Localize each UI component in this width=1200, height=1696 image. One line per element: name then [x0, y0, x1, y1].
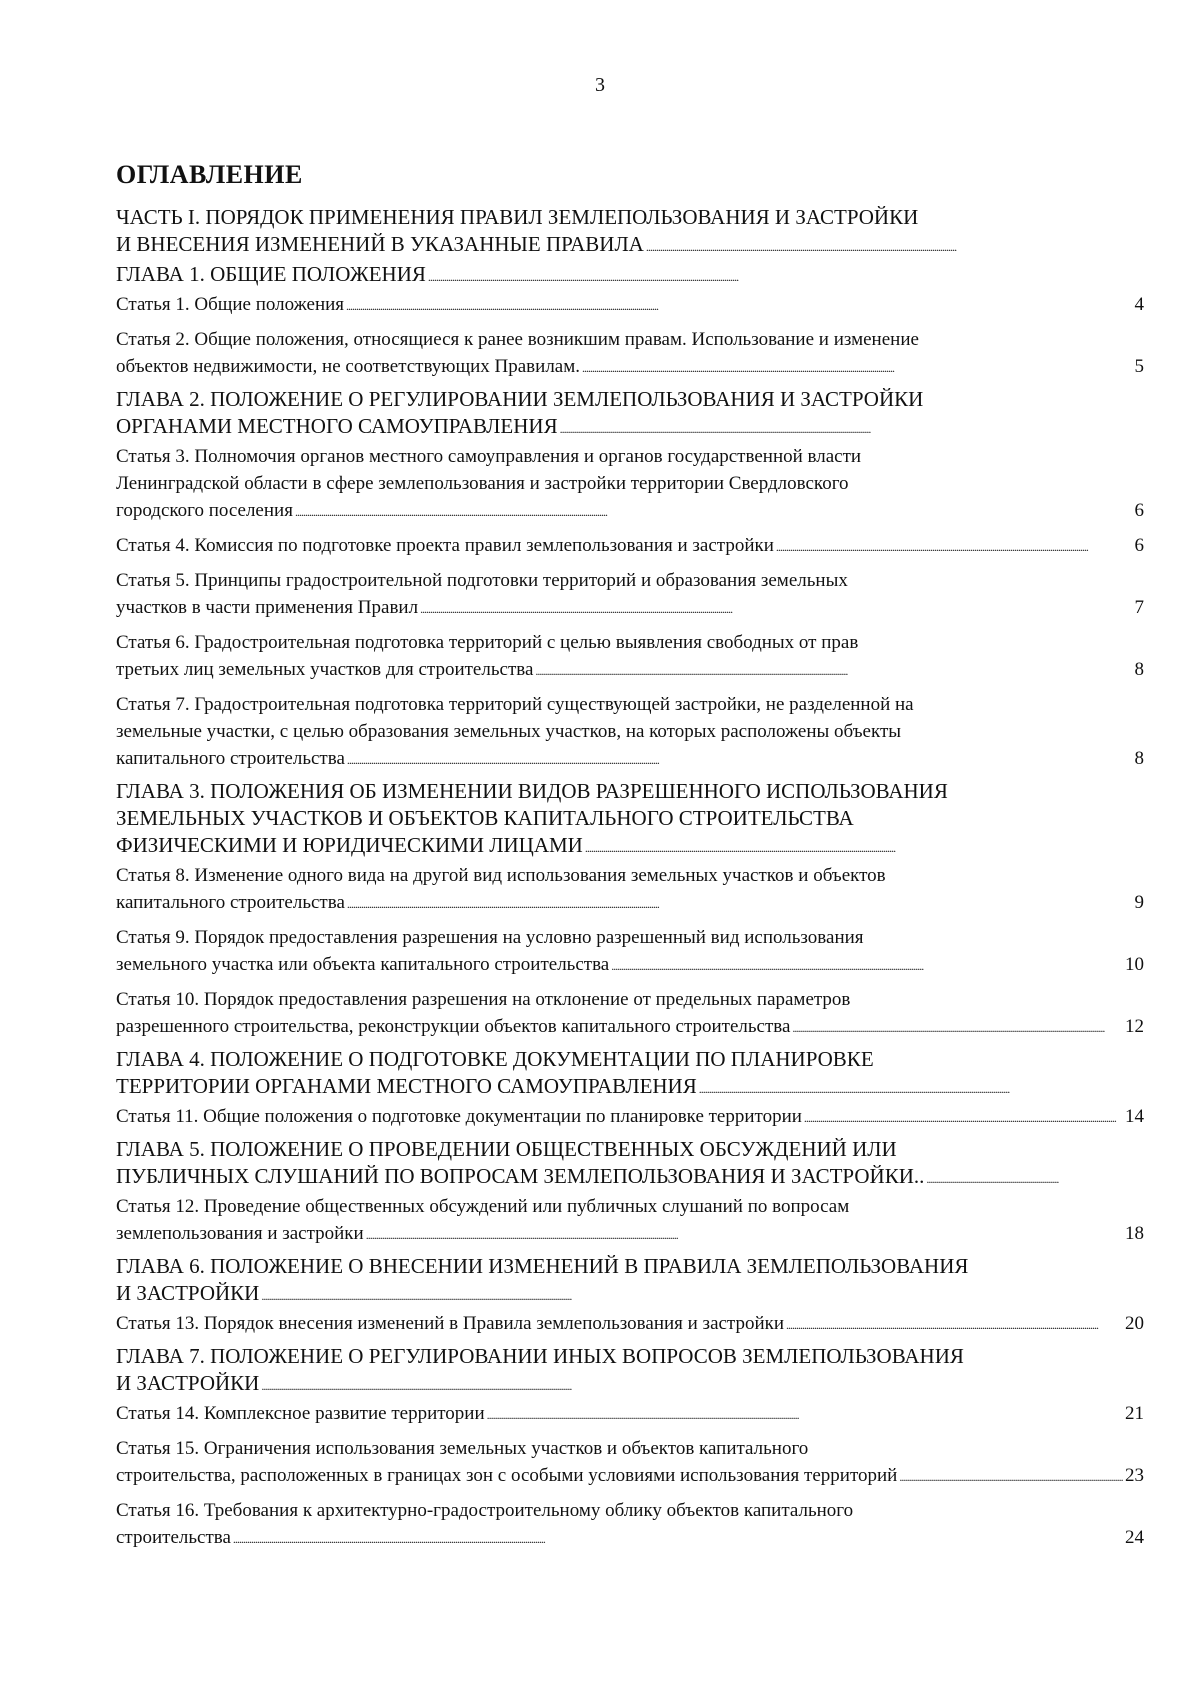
dot-leader [560, 413, 871, 443]
toc-entry-text: И ЗАСТРОЙКИ [116, 1371, 260, 1395]
toc-entry-line [116, 629, 1144, 656]
dot-leader [646, 231, 957, 261]
toc-entry-line [116, 1046, 1144, 1073]
toc-entry-text: землепользования и застройки [116, 1223, 364, 1244]
toc-entry-text: земельного участка или объекта капитального строительства [116, 954, 610, 975]
toc-entry-text: ГЛАВА 3. ПОЛОЖЕНИЯ ОБ ИЗМЕНЕНИИ ВИДОВ РАЗРЕШЕННОГО ИСПОЛЬЗОВАНИЯ [116, 779, 948, 803]
toc-article-entry[interactable] [116, 862, 1144, 918]
toc-entry-line [116, 443, 1144, 470]
toc-entry-text: третьих лиц земельных участков для строительства [116, 659, 534, 680]
toc-entry-text: городского поселения [116, 500, 293, 521]
dot-leader [261, 1370, 572, 1400]
toc-entry-line [116, 1370, 1061, 1400]
toc-entry-line [116, 924, 1144, 951]
toc-entry-text: капитального строительства [116, 748, 345, 769]
dot-leader [261, 1280, 572, 1310]
toc-page-number: 7 [1134, 597, 1144, 618]
toc-section-entry[interactable] [116, 778, 1144, 862]
toc-entry-text: Статья 1. Общие положения [116, 294, 345, 315]
toc-entry-text: И ЗАСТРОЙКИ [116, 1281, 260, 1305]
toc-entry-text: капитального строительства [116, 892, 345, 913]
toc-section-entry[interactable] [116, 204, 1144, 261]
dot-leader [487, 1400, 1123, 1429]
toc-entry-line [116, 691, 1144, 718]
toc-page-number: 9 [1134, 892, 1144, 913]
toc-entry-line [116, 1310, 1144, 1339]
dot-leader [535, 656, 1132, 685]
toc-entry-text: ГЛАВА 7. ПОЛОЖЕНИЕ О РЕГУЛИРОВАНИИ ИНЫХ ВОПРОСОВ ЗЕМЛЕПОЛЬЗОВАНИЯ [116, 1344, 964, 1368]
toc-page-number: 6 [1134, 535, 1144, 556]
dot-leader [582, 353, 1132, 382]
toc-entry-text: Ленинградской области в сфере землепользования и застройки территории Свердловского [116, 473, 849, 494]
table-of-contents [116, 204, 1144, 1559]
dot-leader [366, 1220, 1123, 1249]
toc-article-entry[interactable] [116, 1400, 1144, 1429]
toc-article-entry[interactable] [116, 1497, 1144, 1553]
toc-entry-line [116, 889, 1144, 918]
toc-entry-line [116, 1193, 1144, 1220]
toc-page-number: 23 [1125, 1465, 1144, 1486]
toc-entry-line [116, 718, 1144, 745]
toc-entry-text: ОРГАНАМИ МЕСТНОГО САМОУПРАВЛЕНИЯ [116, 414, 558, 438]
toc-page-number: 12 [1125, 1016, 1144, 1037]
toc-page-number: 5 [1134, 356, 1144, 377]
toc-entry-text: Статья 2. Общие положения, относящиеся к ранее возникшим правам. Использование и изменение [116, 329, 919, 350]
toc-entry-line [116, 291, 1144, 320]
toc-entry-text: ФИЗИЧЕСКИМИ И ЮРИДИЧЕСКИМИ ЛИЦАМИ [116, 833, 583, 857]
toc-page-number: 6 [1134, 500, 1144, 521]
toc-entry-line [116, 1073, 1061, 1103]
dot-leader [420, 594, 1132, 623]
toc-article-entry[interactable] [116, 291, 1144, 320]
dot-leader [611, 951, 1123, 980]
toc-entry-text: ГЛАВА 5. ПОЛОЖЕНИЕ О ПРОВЕДЕНИИ ОБЩЕСТВЕННЫХ ОБСУЖДЕНИЙ ИЛИ [116, 1137, 897, 1161]
toc-entry-line [116, 1497, 1144, 1524]
toc-article-entry[interactable] [116, 629, 1144, 685]
toc-entry-text: ГЛАВА 2. ПОЛОЖЕНИЕ О РЕГУЛИРОВАНИИ ЗЕМЛЕПОЛЬЗОВАНИЯ И ЗАСТРОЙКИ [116, 387, 924, 411]
dot-leader [776, 532, 1133, 561]
toc-article-entry[interactable] [116, 326, 1144, 382]
dot-leader [585, 832, 896, 862]
toc-entry-line [116, 1253, 1144, 1280]
toc-entry-text: ПУБЛИЧНЫХ СЛУШАНИЙ ПО ВОПРОСАМ ЗЕМЛЕПОЛЬЗОВАНИЯ И ЗАСТРОЙКИ.. [116, 1164, 925, 1188]
toc-page-number: 21 [1125, 1403, 1144, 1424]
toc-entry-text: Статья 10. Порядок предоставления разрешения на отклонение от предельных параметров [116, 989, 851, 1010]
toc-section-entry[interactable] [116, 261, 1144, 291]
toc-article-entry[interactable] [116, 691, 1144, 774]
toc-entry-line [116, 951, 1144, 980]
toc-entry-line [116, 1163, 1061, 1193]
toc-entry-line [116, 470, 1144, 497]
toc-entry-text: ГЛАВА 1. ОБЩИЕ ПОЛОЖЕНИЯ [116, 262, 426, 286]
toc-entry-text: Статья 11. Общие положения о подготовке документации по планировке территории [116, 1106, 802, 1127]
toc-entry-line [116, 778, 1144, 805]
dot-leader [347, 745, 1133, 774]
toc-section-entry[interactable] [116, 1253, 1144, 1310]
toc-entry-line [116, 1343, 1144, 1370]
toc-entry-text: разрешенного строительства, реконструкции объектов капитального строительства [116, 1016, 791, 1037]
toc-entry-line [116, 1136, 1144, 1163]
dot-leader [699, 1073, 1010, 1103]
page-number: 3 [595, 74, 605, 96]
toc-entry-text: строительства, расположенных в границах зон с особыми условиями использования территорий [116, 1465, 898, 1486]
toc-heading: ОГЛАВЛЕНИЕ [116, 160, 303, 189]
toc-article-entry[interactable] [116, 443, 1144, 526]
toc-entry-line [116, 805, 1144, 832]
toc-section-entry[interactable] [116, 1136, 1144, 1193]
toc-entry-line [116, 594, 1144, 623]
toc-entry-line [116, 1435, 1144, 1462]
toc-page-number: 8 [1134, 748, 1144, 769]
toc-entry-line [116, 353, 1144, 382]
toc-entry-text: Статья 14. Комплексное развитие территории [116, 1403, 485, 1424]
toc-article-entry[interactable] [116, 567, 1144, 623]
toc-entry-line [116, 1220, 1144, 1249]
toc-entry-line [116, 386, 1144, 413]
toc-entry-text: Статья 7. Градостроительная подготовка территорий существующей застройки, не разделенной на [116, 694, 914, 715]
toc-entry-text: Статья 12. Проведение общественных обсуждений или публичных слушаний по вопросам [116, 1196, 850, 1217]
toc-entry-line [116, 231, 1061, 261]
toc-article-entry[interactable] [116, 1103, 1144, 1132]
toc-entry-text: ЗЕМЕЛЬНЫХ УЧАСТКОВ И ОБЪЕКТОВ КАПИТАЛЬНОГО СТРОИТЕЛЬСТВА [116, 806, 854, 830]
toc-entry-text: ТЕРРИТОРИИ ОРГАНАМИ МЕСТНОГО САМОУПРАВЛЕНИЯ [116, 1074, 697, 1098]
toc-entry-line [116, 986, 1144, 1013]
toc-entry-line [116, 656, 1144, 685]
dot-leader [786, 1310, 1123, 1339]
toc-article-entry[interactable] [116, 924, 1144, 980]
dot-leader [899, 1462, 1123, 1491]
toc-page-number: 4 [1134, 294, 1144, 315]
toc-entry-line [116, 413, 1061, 443]
toc-entry-text: земельные участки, с целью образования земельных участков, на которых расположены объекты [116, 721, 902, 742]
toc-entry-line [116, 326, 1144, 353]
toc-entry-line [116, 532, 1144, 561]
toc-article-entry[interactable] [116, 1310, 1144, 1339]
toc-entry-text: Статья 5. Принципы градостроительной подготовки территорий и образования земельных [116, 570, 848, 591]
toc-entry-text: Статья 4. Комиссия по подготовке проекта правил землепользования и застройки [116, 535, 774, 556]
toc-page-number: 8 [1134, 659, 1144, 680]
toc-entry-line [116, 1280, 1061, 1310]
toc-page-number: 14 [1125, 1106, 1144, 1127]
toc-page-number: 20 [1125, 1313, 1144, 1334]
dot-leader [347, 889, 1133, 918]
toc-entry-text: ЧАСТЬ I. ПОРЯДОК ПРИМЕНЕНИЯ ПРАВИЛ ЗЕМЛЕПОЛЬЗОВАНИЯ И ЗАСТРОЙКИ [116, 205, 919, 229]
toc-entry-text: участков в части применения Правил [116, 597, 419, 618]
toc-page-number: 10 [1125, 954, 1144, 975]
dot-leader [428, 261, 739, 291]
toc-entry-line [116, 1400, 1144, 1429]
toc-page-number: 18 [1125, 1223, 1144, 1244]
toc-section-entry[interactable] [116, 386, 1144, 443]
toc-entry-text: Статья 8. Изменение одного вида на другой вид использования земельных участков и объектов [116, 865, 886, 886]
toc-entry-line [116, 832, 1061, 862]
dot-leader [792, 1013, 1123, 1042]
toc-article-entry[interactable] [116, 1435, 1144, 1491]
toc-entry-text: Статья 16. Требования к архитектурно-градостроительному облику объектов капитального [116, 1500, 854, 1521]
dot-leader [804, 1103, 1123, 1132]
dot-leader [346, 291, 1132, 320]
toc-article-entry[interactable] [116, 986, 1144, 1042]
toc-article-entry[interactable] [116, 532, 1144, 561]
toc-entry-line [116, 862, 1144, 889]
toc-entry-line [116, 567, 1144, 594]
toc-entry-line [116, 745, 1144, 774]
toc-entry-line [116, 1462, 1144, 1491]
toc-entry-line [116, 1103, 1144, 1132]
toc-article-entry[interactable] [116, 1193, 1144, 1249]
toc-entry-text: ГЛАВА 6. ПОЛОЖЕНИЕ О ВНЕСЕНИИ ИЗМЕНЕНИЙ В ПРАВИЛА ЗЕМЛЕПОЛЬЗОВАНИЯ [116, 1254, 969, 1278]
toc-section-entry[interactable] [116, 1046, 1144, 1103]
toc-entry-line [116, 1524, 1144, 1553]
toc-entry-text: Статья 3. Полномочия органов местного самоуправления и органов государственной власти [116, 446, 862, 467]
toc-entry-text: ГЛАВА 4. ПОЛОЖЕНИЕ О ПОДГОТОВКЕ ДОКУМЕНТАЦИИ ПО ПЛАНИРОВКЕ [116, 1047, 874, 1071]
dot-leader [233, 1524, 1123, 1553]
toc-entry-line [116, 1013, 1144, 1042]
toc-entry-text: Статья 13. Порядок внесения изменений в Правила землепользования и застройки [116, 1313, 785, 1334]
toc-entry-text: Статья 6. Градостроительная подготовка территорий с целью выявления свободных от прав [116, 632, 859, 653]
toc-entry-line [116, 497, 1144, 526]
toc-page-number: 24 [1125, 1527, 1144, 1548]
toc-entry-line [116, 204, 1144, 231]
toc-entry-text: Статья 15. Ограничения использования земельных участков и объектов капитального [116, 1438, 809, 1459]
toc-entry-text: И ВНЕСЕНИЯ ИЗМЕНЕНИЙ В УКАЗАННЫЕ ПРАВИЛА [116, 232, 644, 256]
toc-entry-line [116, 261, 1061, 291]
toc-section-entry[interactable] [116, 1343, 1144, 1400]
toc-entry-text: Статья 9. Порядок предоставления разрешения на условно разрешенный вид использования [116, 927, 864, 948]
dot-leader [926, 1163, 1059, 1193]
dot-leader [295, 497, 1133, 526]
toc-entry-text: строительства [116, 1527, 231, 1548]
toc-entry-text: объектов недвижимости, не соответствующих Правилам. [116, 356, 581, 377]
